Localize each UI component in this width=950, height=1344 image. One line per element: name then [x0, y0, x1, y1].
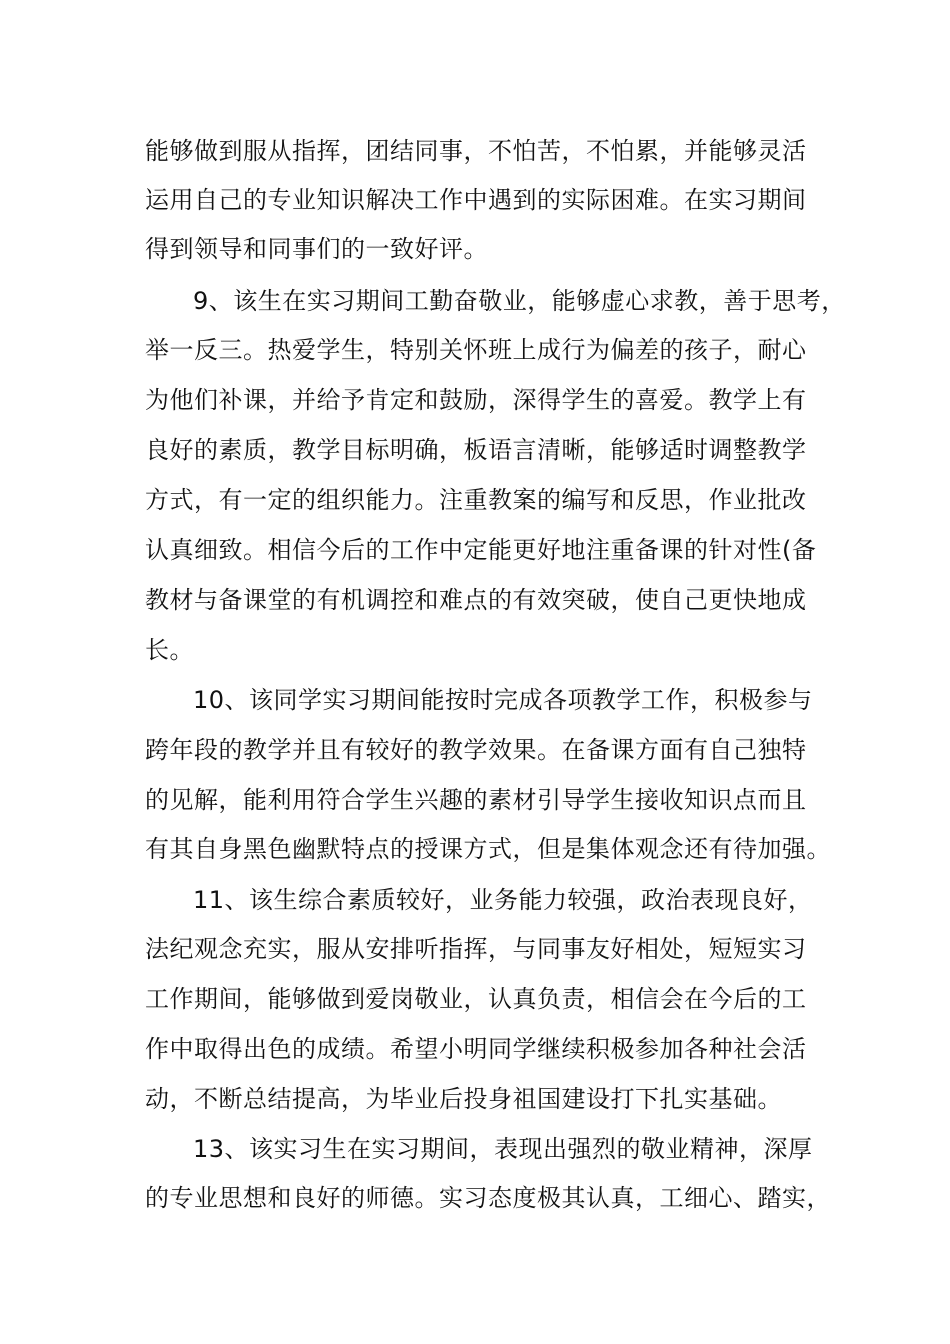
text-line: 法纪观念充实，服从安排听指挥，与同事友好相处，短短实习	[145, 935, 807, 963]
text-line: 认真细致。相信今后的工作中定能更好地注重备课的针对性(备	[145, 536, 817, 564]
text-line: 能够做到服从指挥，团结同事，不怕苦，不怕累，并能够灵活	[145, 137, 807, 165]
paragraph-10-first-line: 10、该同学实习期间能按时完成各项教学工作，积极参与	[193, 686, 813, 714]
text-line: 得到领导和同事们的一致好评。	[145, 235, 488, 263]
text-line: 有其自身黑色幽默特点的授课方式，但是集体观念还有待加强。	[145, 835, 831, 863]
text-line: 的见解，能利用符合学生兴趣的素材引导学生接收知识点而且	[145, 786, 807, 814]
text-line: 方式，有一定的组织能力。注重教案的编写和反思，作业批改	[145, 486, 807, 514]
text-line: 跨年段的教学并且有较好的教学效果。在备课方面有自己独特	[145, 736, 807, 764]
text-line: 的专业思想和良好的师德。实习态度极其认真，工细心、踏实，	[145, 1184, 831, 1212]
text-line: 工作期间，能够做到爱岗敬业，认真负责，相信会在今后的工	[145, 985, 807, 1013]
text-line: 良好的素质，教学目标明确，板语言清晰，能够适时调整教学	[145, 436, 807, 464]
text-line: 长。	[145, 636, 194, 664]
text-line: 运用自己的专业知识解决工作中遇到的实际困难。在实习期间	[145, 186, 807, 214]
text-line: 动，不断总结提高，为毕业后投身祖国建设打下扎实基础。	[145, 1085, 782, 1113]
text-line: 教材与备课堂的有机调控和难点的有效突破，使自己更快地成	[145, 586, 807, 614]
paragraph-13-first-line: 13、该实习生在实习期间，表现出强烈的敬业精神，深厚	[193, 1135, 813, 1163]
text-line: 举一反三。热爱学生，特别关怀班上成行为偏差的孩子，耐心	[145, 336, 807, 364]
text-line: 作中取得出色的成绩。希望小明同学继续积极参加各种社会活	[145, 1035, 807, 1063]
paragraph-11-first-line: 11、该生综合素质较好，业务能力较强，政治表现良好，	[193, 886, 813, 914]
paragraph-9-first-line: 9、该生在实习期间工勤奋敬业，能够虚心求教，善于思考，	[193, 287, 846, 315]
text-line: 为他们补课，并给予肯定和鼓励，深得学生的喜爱。教学上有	[145, 386, 807, 414]
